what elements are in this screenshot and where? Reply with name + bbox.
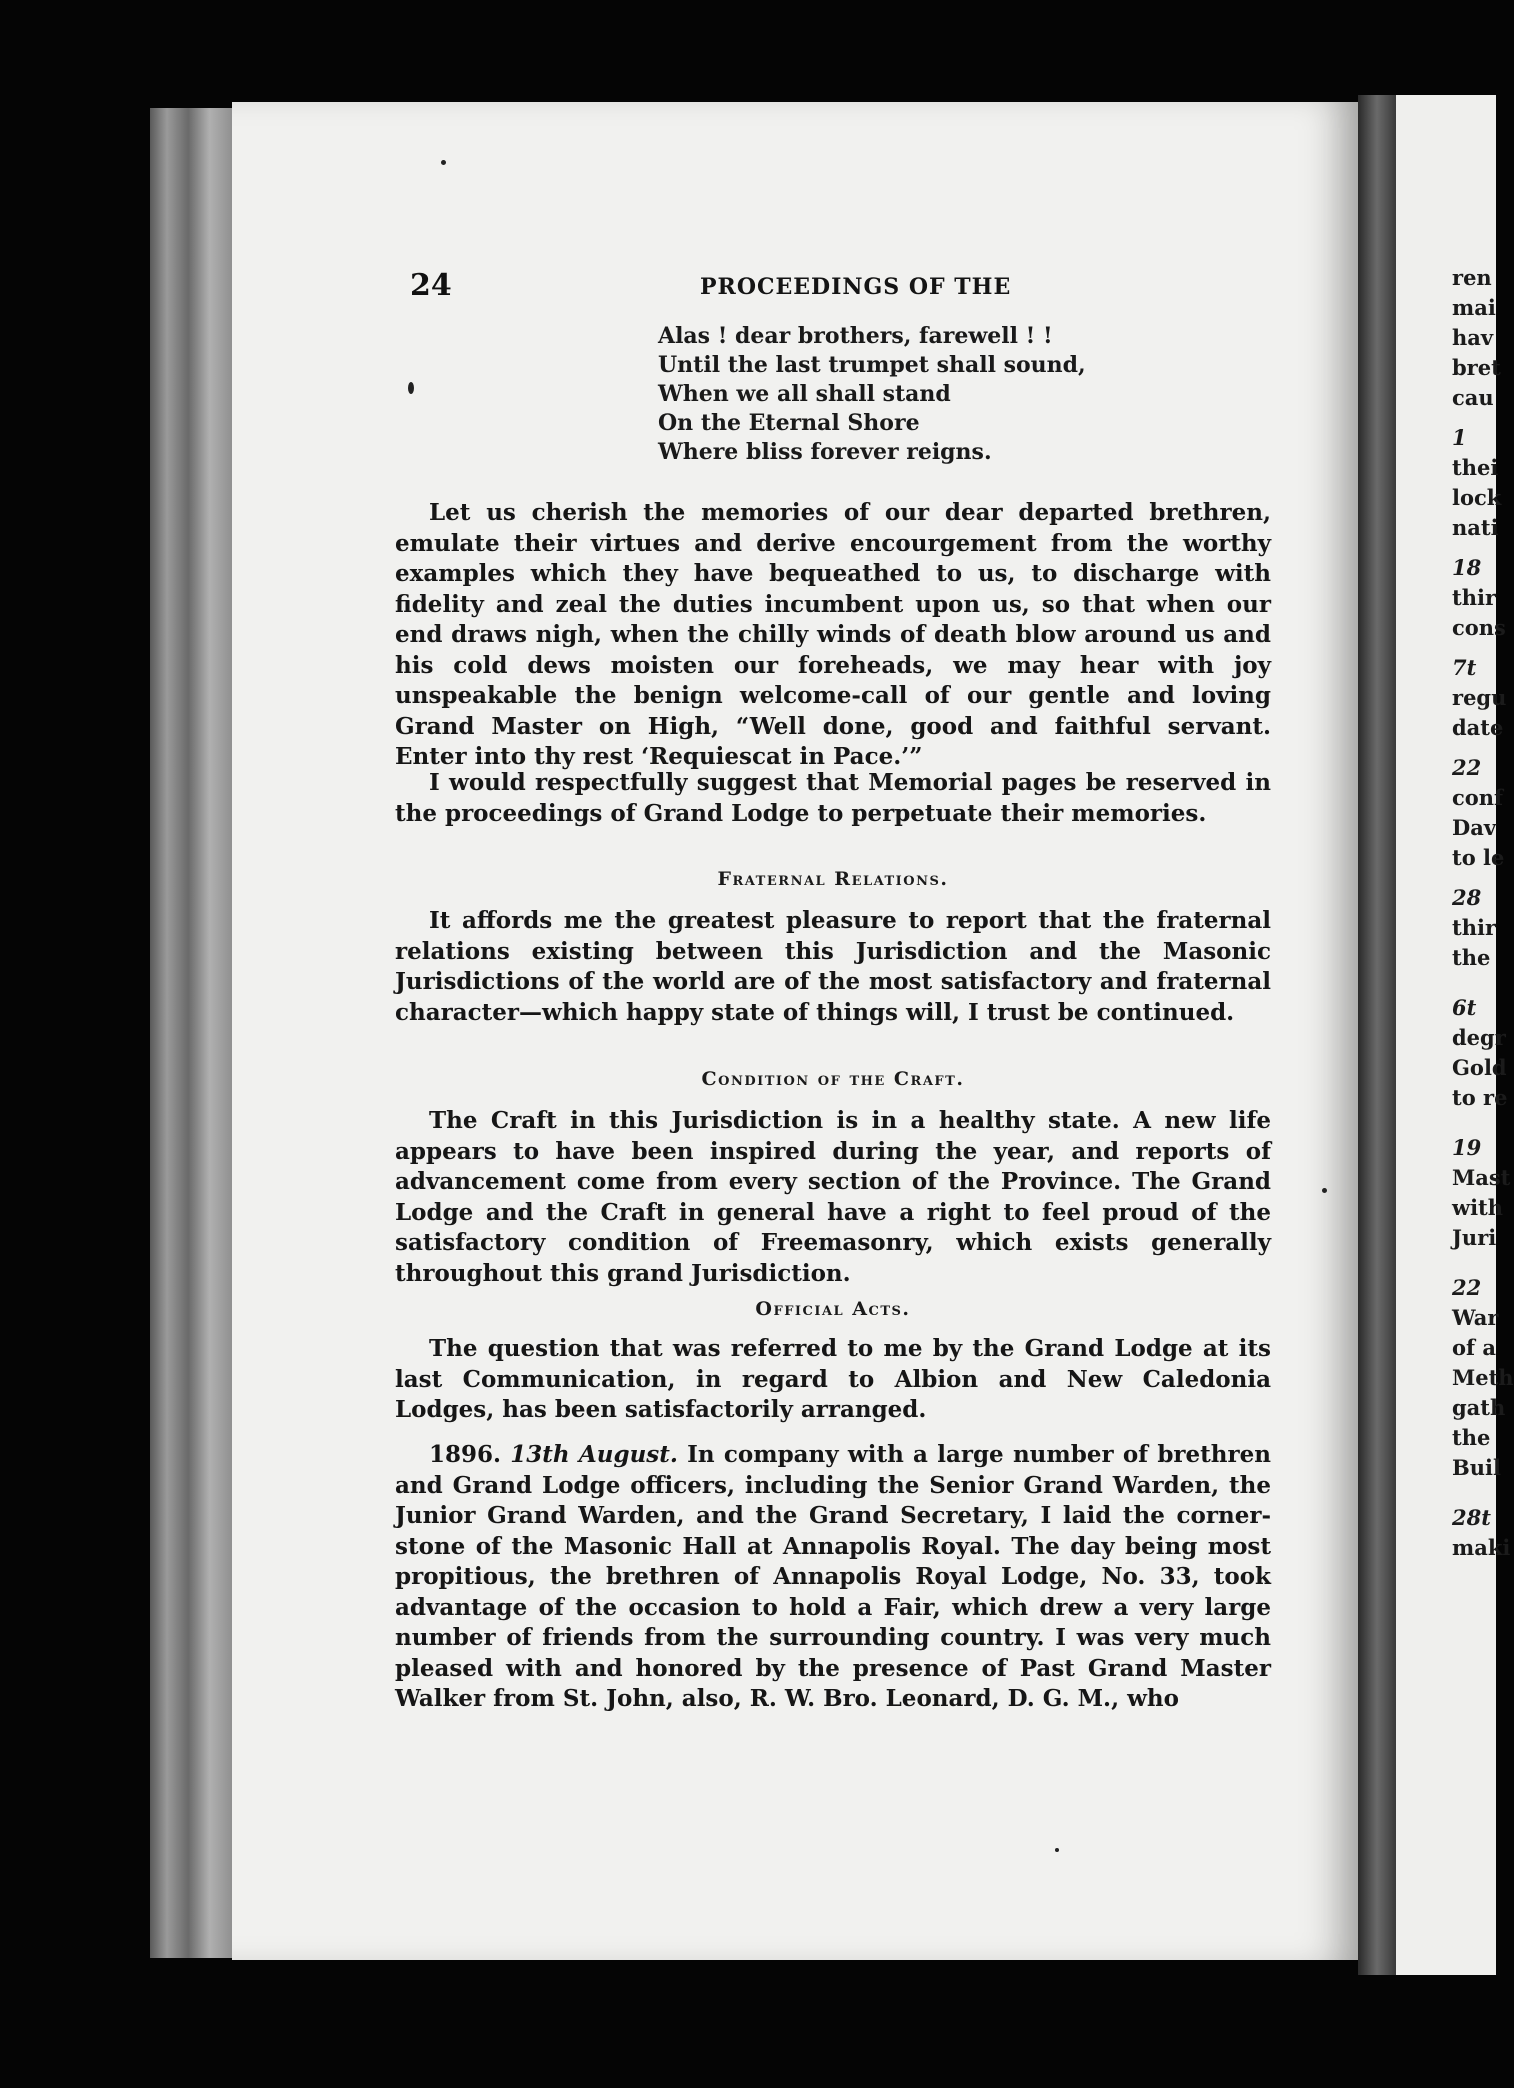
page-header (410, 268, 1310, 308)
fraternal-relations-heading: Fraternal Relations. (717, 868, 949, 890)
scan-speck (408, 382, 414, 394)
facing-line: regu (1452, 685, 1507, 710)
facing-line: Buil (1452, 1455, 1501, 1480)
running-title: PROCEEDINGS OF THE (700, 274, 1012, 300)
facing-line: to re (1452, 1085, 1508, 1110)
facing-line: 28 (1452, 885, 1482, 910)
facing-line: Meth (1452, 1365, 1514, 1390)
facing-line: mai (1452, 295, 1496, 320)
poem-line: On the Eternal Shore (658, 410, 920, 436)
memories-paragraph: Let us cherish the memories of our dear departed brethren, emulate their virtues and derive encourgement from the worthy examples which they have bequeathed to us, to discharge with fidelity and zeal the duties incumbent upon us, so that when our end draws nigh, when the chilly winds of death blow around us and his cold dews moisten our foreheads, we may hear with joy unspeakable the benign welcome-call of our gentle and loving Grand Master on High, “Well done, good and faithful servant. Enter into thy rest ‘Requiescat in Pace.’” (395, 499, 1271, 770)
facing-line: 1 (1452, 425, 1467, 450)
facing-line: date (1452, 715, 1504, 740)
poem-line: When we all shall stand (658, 381, 951, 407)
facing-line: lock (1452, 485, 1502, 510)
official-acts-entry (395, 1440, 1271, 1715)
facing-line: cau (1452, 385, 1494, 410)
facing-line: thei (1452, 455, 1499, 480)
facing-line: gath (1452, 1395, 1506, 1420)
facing-line: with (1452, 1195, 1504, 1220)
scan-speck (441, 160, 446, 165)
facing-line: War (1452, 1305, 1499, 1330)
entry-year: 1896. (429, 1441, 502, 1468)
facing-line: conf (1452, 785, 1504, 810)
facing-line: to le (1452, 845, 1505, 870)
facing-line: Mast (1452, 1165, 1511, 1190)
facing-line: thir (1452, 585, 1497, 610)
scan-speck (1322, 1188, 1327, 1193)
facing-line: degr (1452, 1025, 1506, 1050)
fraternal-relations-paragraph: It affords me the greatest pleasure to report that the fraternal relations existing between this Jurisdiction and the Masonic Jurisdictions of the world are of the most satisfactory and fraternal character—which happy state of things will, I trust be continued. (395, 907, 1271, 1026)
poem-line: Alas ! dear brothers, farewell ! ! (658, 323, 1053, 349)
facing-line: the (1452, 945, 1491, 970)
facing-line: 6t (1452, 995, 1477, 1020)
facing-line: nati (1452, 515, 1499, 540)
facing-line: bret (1452, 355, 1501, 380)
facing-page-fragment (1396, 95, 1514, 1975)
memorial-paragraph: I would respectfully suggest that Memorial pages be reserved in the proceedings of Grand Lodge to perpetuate their memories. (395, 769, 1271, 827)
book-spine-edge (150, 108, 235, 1958)
facing-line: the (1452, 1425, 1491, 1450)
facing-line: Dav (1452, 815, 1497, 840)
poem-line: Where bliss forever reigns. (658, 439, 992, 465)
facing-line: 18 (1452, 555, 1482, 580)
facing-line: cons (1452, 615, 1506, 640)
page-number: 24 (410, 268, 452, 303)
facing-line: hav (1452, 325, 1494, 350)
facing-line: 19 (1452, 1135, 1482, 1160)
facing-line: 22 (1452, 755, 1482, 780)
facing-line: 7t (1452, 655, 1477, 680)
facing-line: Gold (1452, 1055, 1507, 1080)
facing-line: thir (1452, 915, 1497, 940)
facing-line: Juri (1452, 1225, 1497, 1250)
poem-line: Until the last trumpet shall sound, (658, 352, 1086, 378)
facing-line: ren (1452, 265, 1492, 290)
condition-of-craft-heading: Condition of the Craft. (701, 1068, 965, 1090)
facing-line: maki (1452, 1535, 1511, 1560)
official-acts-paragraph: The question that was referred to me by the Grand Lodge at its last Communication, in regard to Albion and New Caledonia Lodges, has been satisfactorily arranged. (395, 1335, 1271, 1423)
condition-of-craft-paragraph: The Craft in this Jurisdiction is in a healthy state. A new life appears to have been inspired during the year, and reports of advancement come from every section of the Province. The Grand Lodge and the Craft in general have a right to feel proud of the satisfactory condition of Freemasonry, which exists generally throughout this grand Jurisdiction. (395, 1107, 1271, 1287)
official-acts-heading: Official Acts. (755, 1298, 911, 1320)
poem-stanza (658, 322, 1158, 467)
entry-text: In company with a large number of brethren and Grand Lodge officers, including the Senior Grand Warden, the Junior Grand Warden, and the Grand Secretary, I laid the corner-stone of the Masonic Hall at Annapolis Royal. The day being most propitious, the brethren of Annapolis Royal Lodge, No. 33, took advantage of the occasion to hold a Fair, which drew a very large number of friends from the surrounding country. I was very much pleased with and honored by the presence of Past Grand Master Walker from St. John, also, R. W. Bro. Leonard, D. G. M., who (395, 1441, 1271, 1712)
facing-line: 22 (1452, 1275, 1482, 1300)
facing-line: 28t (1452, 1505, 1491, 1530)
scan-speck (1055, 1848, 1059, 1852)
book-gutter (1358, 95, 1396, 1975)
facing-line: of a (1452, 1335, 1496, 1360)
entry-date: 13th August. (510, 1441, 678, 1468)
